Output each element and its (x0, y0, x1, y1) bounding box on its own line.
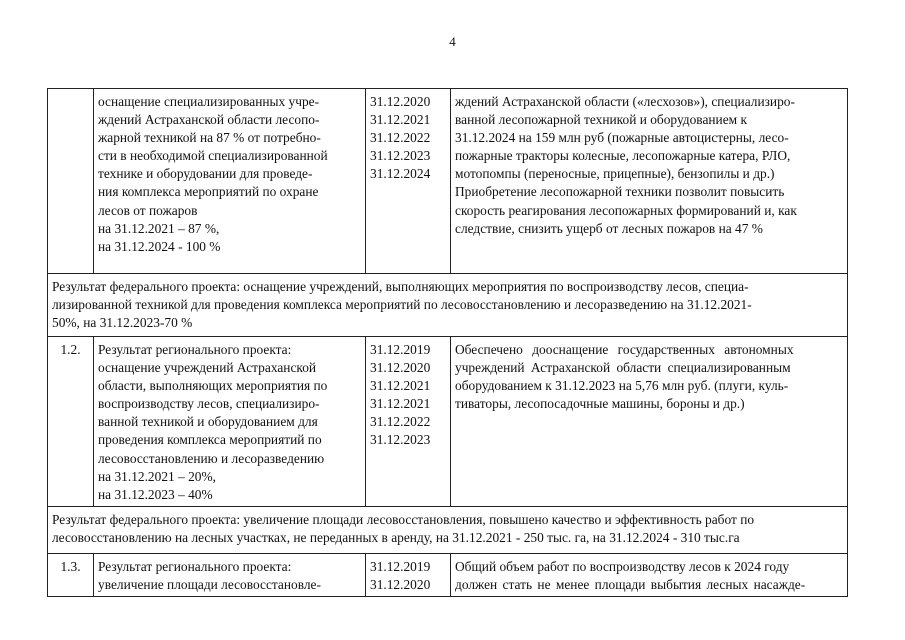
date: 31.12.2021 (370, 112, 431, 128)
description-line: скорость реагирования лесопожарных формирований и, как (455, 202, 797, 218)
date: 31.12.2019 (370, 342, 431, 357)
result-line: сти в необходимой специализированной (98, 148, 328, 164)
description-line: должен стать не менее площади выбытия лесных насажде- (455, 576, 806, 592)
result-cell (94, 553, 366, 596)
result-line: технике и оборудовании для проведе- (98, 166, 313, 182)
row-number-cell: 1.2. (48, 337, 94, 507)
federal-result-row (48, 506, 848, 553)
federal-result-line: 50%, на 31.12.2023-70 % (52, 315, 193, 331)
result-line: жарной техникой на 87 % от потребно- (98, 130, 321, 146)
date: 31.12.2021 (370, 378, 431, 394)
dates-cell (366, 553, 451, 596)
result-line: лесовосстановлению и лесоразведению (98, 450, 325, 466)
result-line: ния комплекса мероприятий по охране (98, 184, 319, 200)
date: 31.12.2020 (370, 360, 431, 376)
table-row (48, 553, 848, 596)
federal-result-line: лесовосстановлению на лесных участках, не переданных в аренду, на 31.12.2021 - 250 тыс. га, на 31.12.2024 - 310 тыс.га (52, 529, 740, 545)
result-line: воспроизводству лесов, специализиро- (98, 396, 320, 412)
result-line: на 31.12.2021 – 87 %, (98, 220, 220, 236)
date: 31.12.2019 (370, 558, 431, 574)
date: 31.12.2020 (370, 94, 431, 109)
description-line: пожарные тракторы колесные, лесопожарные катера, РЛО, (455, 148, 791, 164)
federal-result-line: лизированной техникой для проведения комплекса мероприятий по лесовосстановлению и лесоразведению на 31.12.2021- (52, 297, 752, 313)
federal-result-cell (48, 274, 848, 337)
description-line: Обеспечено дооснащение государственных автономных (455, 342, 794, 357)
description-line: учреждений Астраханской области специализированным (455, 360, 791, 376)
result-line: ванной техникой и оборудованием для (98, 414, 318, 430)
description-line: Общий объем работ по воспроизводству лесов к 2024 году (455, 558, 790, 574)
description-line: мотопомпы (переносные, прицепные), бензопилы и др.) (455, 166, 775, 182)
date: 31.12.2023 (370, 432, 431, 448)
result-line: оснащение учреждений Астраханской (98, 360, 317, 376)
result-line: проведения комплекса мероприятий по (98, 432, 322, 448)
description-line: 31.12.2024 на 159 млн руб (пожарные автоцистерны, лесо- (455, 130, 789, 146)
federal-result-cell (48, 506, 848, 553)
description-line: ванной лесопожарной техникой и оборудованием к (455, 112, 747, 128)
date: 31.12.2024 (370, 166, 431, 182)
result-cell (94, 89, 366, 274)
page-number: 4 (449, 34, 456, 49)
result-line: области, выполняющих мероприятия по (98, 378, 328, 394)
dates-cell (366, 89, 451, 274)
description-line: ждений Астраханской области («лесхозов»), специализиро- (455, 94, 795, 109)
table-row (48, 337, 848, 507)
dates-cell (366, 337, 451, 507)
result-line: на 31.12.2021 – 20%, (98, 468, 216, 484)
result-line: лесов от пожаров (98, 202, 198, 218)
date: 31.12.2022 (370, 414, 431, 430)
date: 31.12.2023 (370, 148, 431, 164)
description-line: тиваторы, лесопосадочные машины, бороны и др.) (455, 396, 745, 412)
result-line: на 31.12.2024 - 100 % (98, 238, 221, 254)
project-results-table (47, 88, 848, 597)
result-cell (94, 337, 366, 507)
result-line: ждений Астраханской области лесопо- (98, 112, 320, 128)
description-line: следствие, снизить ущерб от лесных пожаров на 47 % (455, 220, 763, 236)
row-number-cell: 1.3. (48, 553, 94, 596)
date: 31.12.2021 (370, 396, 431, 412)
result-line: на 31.12.2023 – 40% (98, 486, 213, 502)
result-line: Результат регионального проекта: (98, 558, 292, 574)
description-line: Приобретение лесопожарной техники позволит повысить (455, 184, 785, 200)
row-number-cell (48, 89, 94, 274)
table-row (48, 89, 848, 274)
description-line: оборудованием к 31.12.2023 на 5,76 млн руб. (плуги, куль- (455, 378, 789, 394)
federal-result-row (48, 274, 848, 337)
date: 31.12.2022 (370, 130, 431, 146)
description-cell (451, 89, 848, 274)
federal-result-line: Результат федерального проекта: увеличение площади лесовосстановления, повышено качество и эффективность работ по (52, 511, 755, 527)
result-line: увеличение площади лесовосстановле- (98, 576, 321, 592)
date: 31.12.2020 (370, 576, 431, 592)
federal-result-line: Результат федерального проекта: оснащение учреждений, выполняющих мероприятия по воспроизводству лесов, специа- (52, 279, 749, 294)
result-line: Результат регионального проекта: (98, 342, 292, 357)
description-cell (451, 337, 848, 507)
result-line: оснащение специализированных учре- (98, 94, 320, 109)
description-cell (451, 553, 848, 596)
